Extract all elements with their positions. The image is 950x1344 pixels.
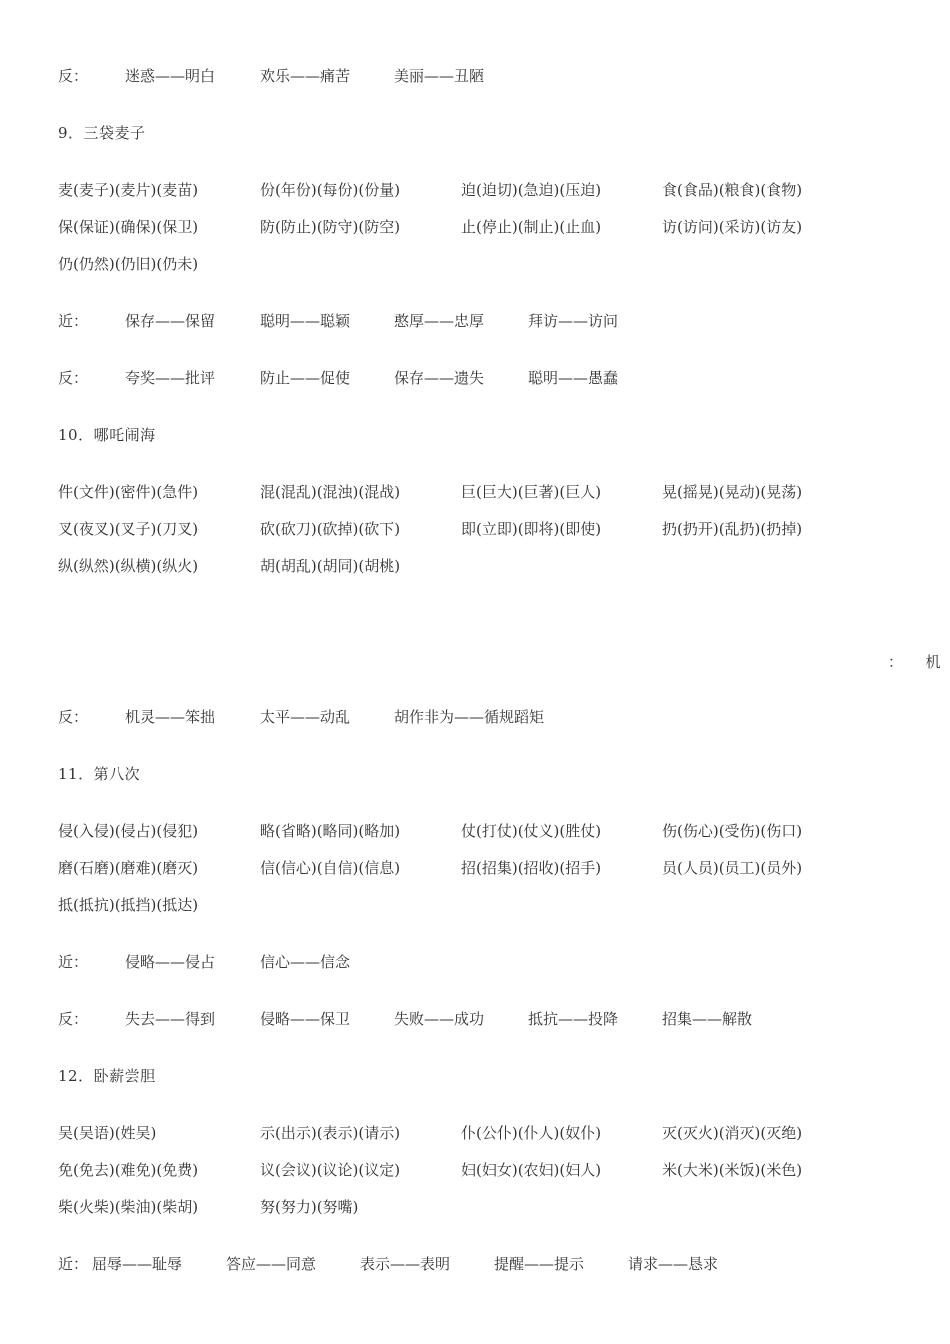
word-group: 灭(灭火)(消灭)(灭绝) [662, 1124, 803, 1142]
antonym-pair: 抵抗——投降 [528, 1010, 619, 1028]
word-group: 巨(巨大)(巨著)(巨人) [461, 483, 602, 501]
word-group: 迫(迫切)(急迫)(压迫) [461, 181, 602, 199]
antonym-pair: 迷惑——明白 [125, 67, 216, 85]
synonym-pair: 拜访——访问 [528, 312, 619, 330]
synonym-pair: 提醒——提示 [494, 1255, 585, 1273]
antonym-pair: 胡作非为——循规蹈矩 [394, 708, 545, 726]
word-group: 侵(入侵)(侵占)(侵犯) [58, 822, 199, 840]
word-group: 议(会议)(议论)(议定) [260, 1161, 401, 1179]
word-group: 免(免去)(难免)(免费) [58, 1161, 199, 1179]
synonym-pair: 请求——恳求 [628, 1255, 719, 1273]
antonym-pair: 保存——遗失 [394, 369, 485, 387]
word-group: 招(招集)(招收)(招手) [461, 859, 602, 877]
antonym-pair: 侵略——保卫 [260, 1010, 351, 1028]
word-group: 伤(伤心)(受伤)(伤口) [662, 822, 803, 840]
word-group: 防(防止)(防守)(防空) [260, 218, 401, 236]
antonym-pair: 欢乐——痛苦 [260, 67, 351, 85]
antonym-label: 反： [58, 1010, 89, 1028]
word-group: 仍(仍然)(仍旧)(仍未) [58, 255, 199, 273]
word-group: 抵(抵抗)(抵挡)(抵达) [58, 896, 199, 914]
word-group: 混(混乱)(混浊)(混战) [260, 483, 401, 501]
word-group: 示(出示)(表示)(请示) [260, 1124, 401, 1142]
word-group: 胡(胡乱)(胡同)(胡桃) [260, 557, 401, 575]
word-group: 信(信心)(自信)(信息) [260, 859, 401, 877]
cut-off-text: ： 机 [888, 653, 941, 671]
word-group: 员(人员)(员工)(员外) [662, 859, 803, 877]
word-group: 仆(公仆)(仆人)(奴仆) [461, 1124, 602, 1142]
synonym-pair: 聪明——聪颖 [260, 312, 351, 330]
word-group: 妇(妇女)(农妇)(妇人) [461, 1161, 602, 1179]
word-group: 止(停止)(制止)(止血) [461, 218, 602, 236]
antonym-pair: 美丽——丑陋 [394, 67, 485, 85]
antonym-pair: 聪明——愚蠢 [528, 369, 619, 387]
antonym-pair: 防止——促使 [260, 369, 351, 387]
synonym-pair: 憨厚——忠厚 [394, 312, 485, 330]
word-group: 努(努力)(努嘴) [260, 1198, 359, 1216]
section-title: 11．第八次 [58, 765, 141, 783]
word-group: 麦(麦子)(麦片)(麦苗) [58, 181, 199, 199]
word-group: 米(大米)(米饭)(米色) [662, 1161, 803, 1179]
synonym-pair: 答应——同意 [226, 1255, 317, 1273]
antonym-pair: 招集——解散 [662, 1010, 753, 1028]
word-group: 份(年份)(每份)(份量) [260, 181, 401, 199]
word-group: 晃(摇晃)(晃动)(晃荡) [662, 483, 803, 501]
word-group: 食(食品)(粮食)(食物) [662, 181, 803, 199]
section-title: 9．三袋麦子 [58, 124, 146, 142]
section-title: 12．卧薪尝胆 [58, 1067, 156, 1085]
antonym-pair: 机灵——笨拙 [125, 708, 216, 726]
antonym-label: 反： [58, 369, 89, 387]
word-group: 砍(砍刀)(砍掉)(砍下) [260, 520, 401, 538]
word-group: 访(访问)(采访)(访友) [662, 218, 803, 236]
section-title: 10．哪吒闹海 [58, 426, 156, 444]
antonym-pair: 夸奖——批评 [125, 369, 216, 387]
word-group: 略(省略)(略同)(略加) [260, 822, 401, 840]
antonym-pair: 失败——成功 [394, 1010, 485, 1028]
word-group: 件(文件)(密件)(急件) [58, 483, 199, 501]
word-group: 纵(纵然)(纵横)(纵火) [58, 557, 199, 575]
synonym-pair: 表示——表明 [360, 1255, 451, 1273]
synonym-label: 近： [58, 953, 89, 971]
word-group: 磨(石磨)(磨难)(磨灭) [58, 859, 199, 877]
antonym-label: 反： [58, 708, 89, 726]
word-group: 即(立即)(即将)(即使) [461, 520, 602, 538]
synonym-pair: 信心——信念 [260, 953, 351, 971]
synonym-label: 近： [58, 1255, 89, 1273]
word-group: 柴(火柴)(柴油)(柴胡) [58, 1198, 199, 1216]
word-group: 叉(夜叉)(叉子)(刀叉) [58, 520, 199, 538]
synonym-pair: 屈辱——耻辱 [92, 1255, 183, 1273]
word-group: 仗(打仗)(仗义)(胜仗) [461, 822, 602, 840]
synonym-label: 近： [58, 312, 89, 330]
synonym-pair: 保存——保留 [125, 312, 216, 330]
antonym-label: 反： [58, 67, 89, 85]
antonym-pair: 失去——得到 [125, 1010, 216, 1028]
word-group: 扔(扔开)(乱扔)(扔掉) [662, 520, 803, 538]
antonym-pair: 太平——动乱 [260, 708, 351, 726]
synonym-pair: 侵略——侵占 [125, 953, 216, 971]
word-group: 保(保证)(确保)(保卫) [58, 218, 199, 236]
word-group: 吴(吴语)(姓吴) [58, 1124, 157, 1142]
